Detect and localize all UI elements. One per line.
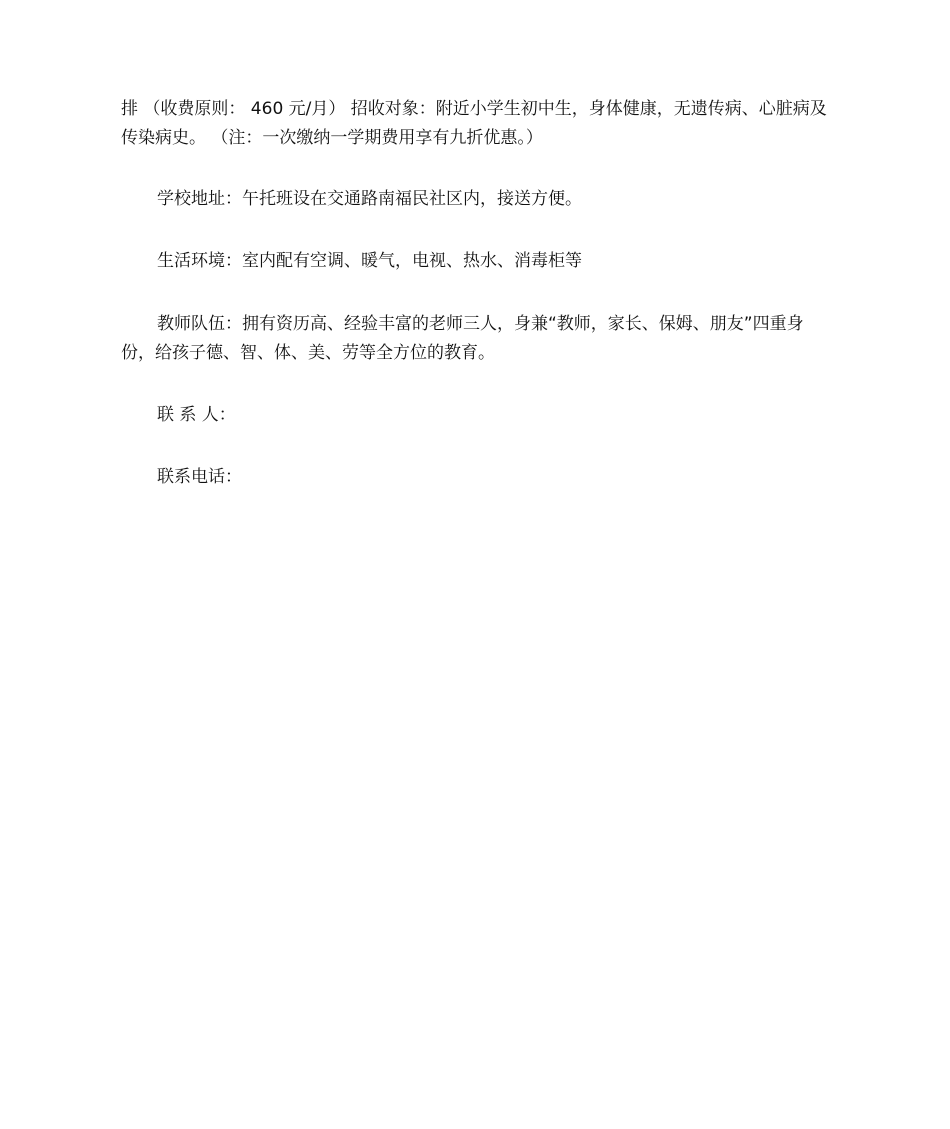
paragraph-school-address: 学校地址：午托班设在交通路南福民社区内，接送方便。 [157,189,582,209]
paragraph-contact-phone: 联系电话： [157,467,242,487]
paragraph-contact-person: 联 系 人： [157,405,236,425]
paragraph-fee-and-enrollment: 排 （收费原则： 460 元/月） 招收对象：附近小学生初中生，身体健康，无遗传病、心脏病及传染病史。 （注：一次缴纳一学期费用享有九折优惠。） [121,99,827,148]
paragraph-living-environment: 生活环境：室内配有空调、暖气，电视、热水、消毒柜等 [157,251,582,271]
paragraph-teaching-staff: 教师队伍：拥有资历高、经验丰富的老师三人，身兼“教师，家长、保姆、朋友”四重身份，给孩子德、智、体、美、劳等全方位的教育。 [121,314,804,363]
